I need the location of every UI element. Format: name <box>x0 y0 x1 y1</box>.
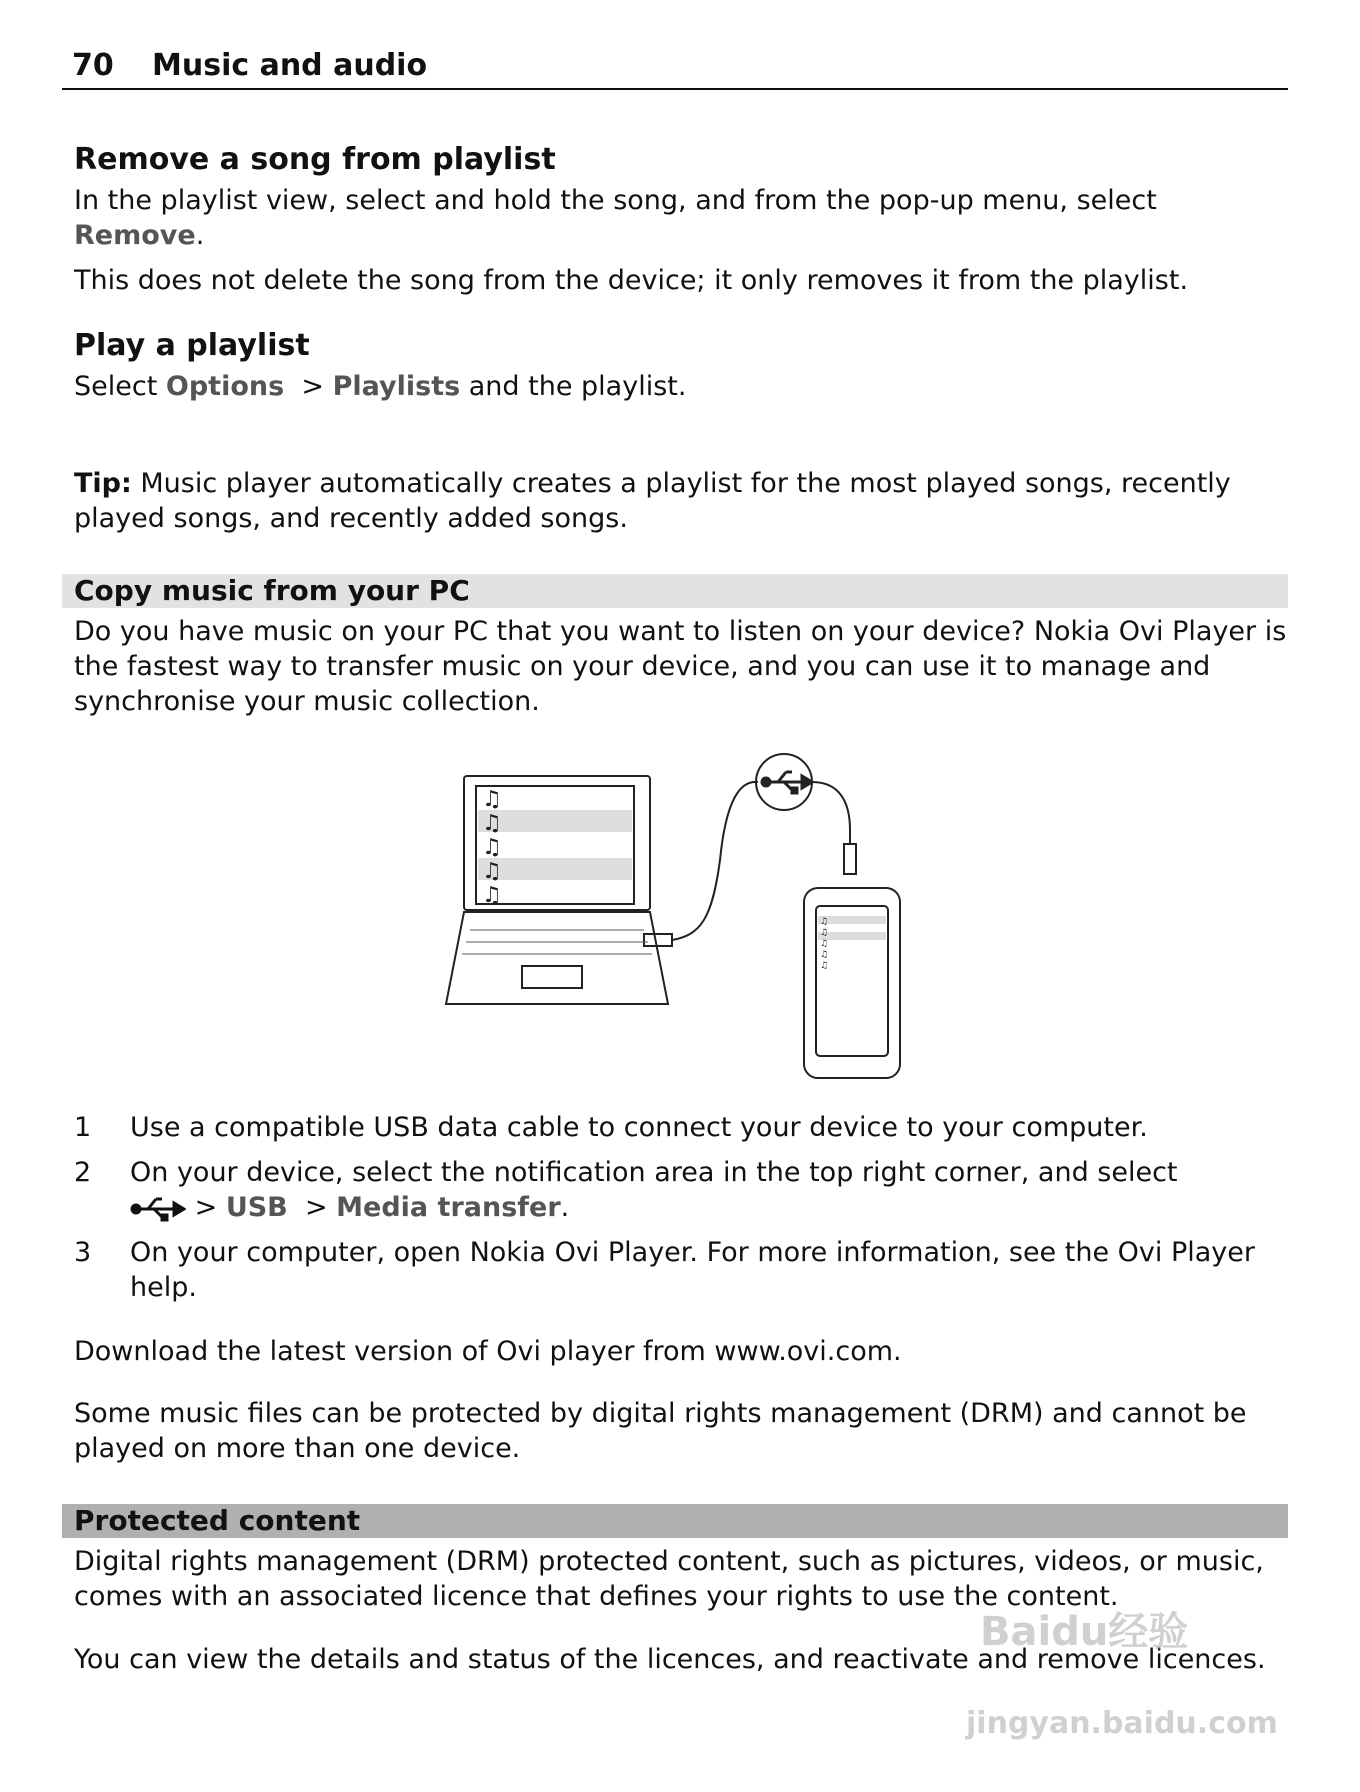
step-1: 1 Use a compatible USB data cable to connect your device to your computer. <box>74 1112 1148 1143</box>
page-header <box>62 44 1288 90</box>
page-number: 70 <box>72 48 114 83</box>
play-playlist-paragraph: Select Options > Playlists and the playlist. <box>74 371 687 402</box>
tip-paragraph <box>74 466 1288 536</box>
usb-icon <box>762 772 812 793</box>
remove-song-note: This does not delete the song from the device; it only removes it from the playlist. <box>74 265 1189 296</box>
copy-music-intro: Do you have music on your PC that you want to listen on your device? Nokia Ovi Player is the fastest way to transfer music on your device, and you can use it to manage and synchronise your music collection. <box>74 616 1287 717</box>
remove-song-section <box>74 142 1288 298</box>
protected-content-heading: Protected content <box>62 1504 1288 1538</box>
step-2: 2 On your device, select the notification area in the top right corner, and select > USB > Media transfer. <box>74 1157 1178 1223</box>
music-note-1: ♫ <box>482 787 502 812</box>
usb-menu-item: USB <box>225 1192 288 1223</box>
step-3: 3 On your computer, open Nokia Ovi Player. For more information, see the Ovi Player help. <box>74 1237 1255 1303</box>
phone-note-4: ♫ <box>820 950 829 960</box>
remove-menu-item: Remove <box>74 220 196 251</box>
options-menu: Options <box>165 371 285 402</box>
music-note-2: ♫ <box>482 811 502 836</box>
phone-note-5: ♫ <box>820 961 829 971</box>
drm-note: Some music files can be protected by digital rights management (DRM) and cannot be played on more than one device. <box>74 1398 1247 1464</box>
section-title: Music and audio <box>152 48 428 83</box>
usb-icon <box>130 1195 186 1223</box>
usb-cable-left <box>672 782 758 940</box>
download-note: Download the latest version of Ovi player from www.ovi.com. <box>74 1336 902 1367</box>
play-playlist-section <box>74 328 1288 404</box>
phone-note-1: ♫ <box>820 917 829 927</box>
remove-song-heading: Remove a song from playlist <box>74 142 556 177</box>
play-playlist-heading: Play a playlist <box>74 328 310 363</box>
phone-note-2: ♫ <box>820 928 829 938</box>
steps-list <box>74 1110 1288 1315</box>
watermark-logo: Baidu经验 <box>980 1609 1189 1655</box>
music-note-4: ♫ <box>482 859 502 884</box>
laptop-base <box>446 912 668 1004</box>
music-note-5: ♫ <box>482 883 502 908</box>
laptop-phone-usb-illustration <box>440 740 920 1080</box>
remove-song-paragraph: In the playlist view, select and hold the song, and from the pop-up menu, select Remove. <box>74 185 1157 251</box>
protected-paragraph-2: You can view the details and status of the licences, and reactivate and remove licences. <box>74 1644 1266 1675</box>
playlists-menu: Playlists <box>332 371 461 402</box>
copy-music-heading: Copy music from your PC <box>62 574 1288 608</box>
tip-label: Tip: <box>74 468 132 499</box>
protected-paragraph-1: Digital rights management (DRM) protected content, such as pictures, videos, or music, comes with an associated licence that defines your rights to use the content. <box>74 1546 1264 1612</box>
phone-note-3: ♫ <box>820 939 829 949</box>
music-note-3: ♫ <box>482 835 502 860</box>
tip-text: Music player automatically creates a playlist for the most played songs, recently played songs, and recently added songs. <box>74 468 1231 534</box>
usb-plug-pc <box>644 934 672 946</box>
watermark-url: jingyan.baidu.com <box>966 1706 1278 1741</box>
usb-cable-right <box>812 782 850 844</box>
laptop-touchpad <box>522 966 582 988</box>
media-transfer-item: Media transfer <box>336 1192 561 1223</box>
usb-plug-device <box>844 844 856 874</box>
